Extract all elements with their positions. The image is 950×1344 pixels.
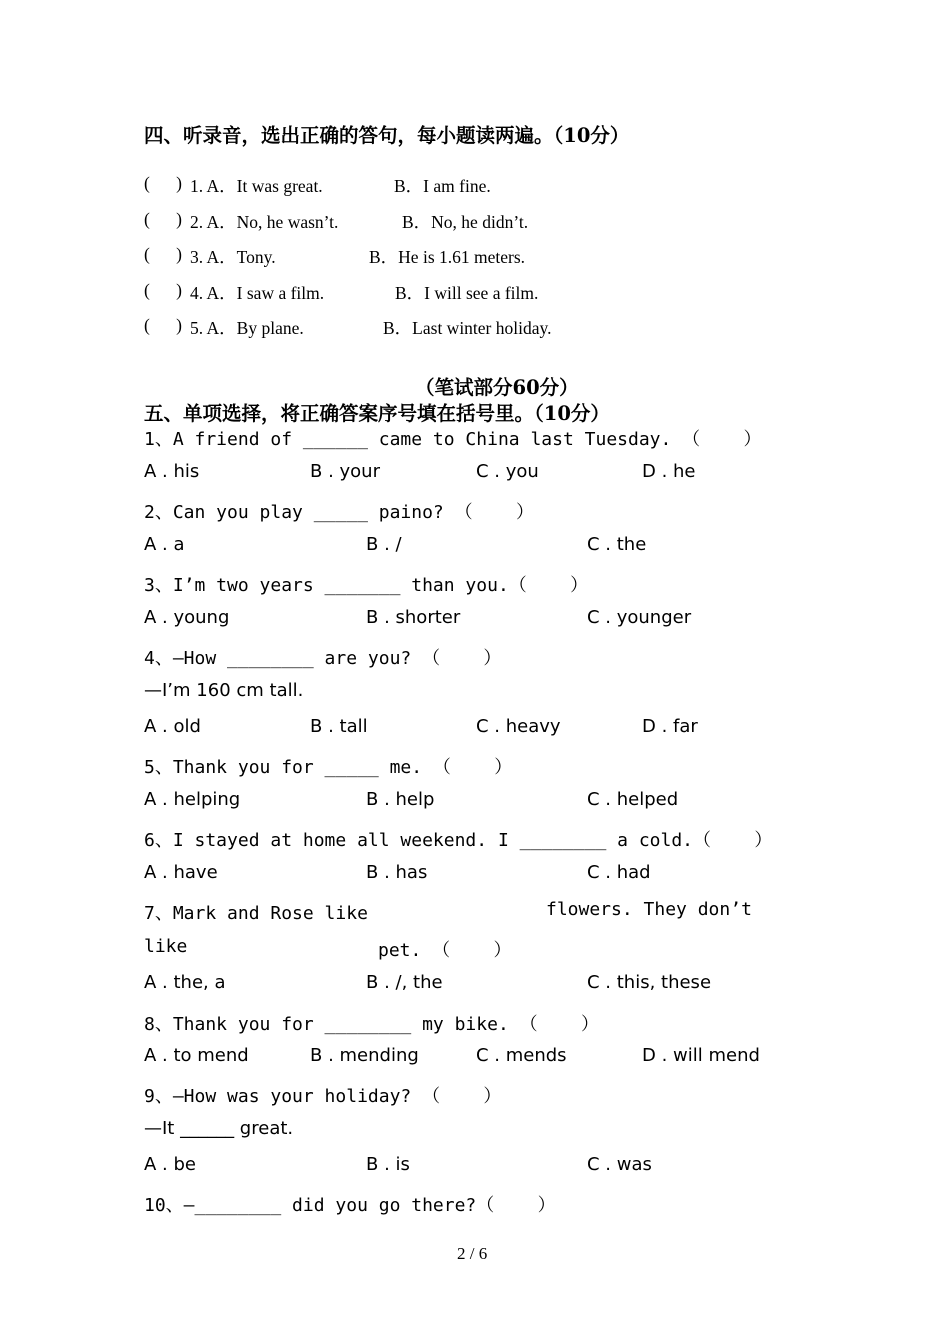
option-b: B . tall — [310, 716, 368, 737]
question-stem: 2、Can you play _____ paino? （ ） — [144, 502, 534, 523]
question-stem: 3、I’m two years _______ than you.（ ） — [144, 575, 589, 596]
question-reply: —I’m 160 cm tall. — [144, 680, 304, 701]
question-stem: 9、—How was your holiday? （ ） — [144, 1086, 502, 1107]
option-c: C . had — [587, 862, 651, 883]
question-stem-cont: flowers. They don’t — [546, 899, 752, 920]
answer-paren: ( ) — [144, 315, 182, 335]
written-part-header: （笔试部分60分） — [415, 376, 579, 399]
question-stem: 10、—________ did you go there?（ ） — [144, 1195, 556, 1216]
option-a: A . young — [144, 607, 230, 628]
option-c: C . was — [587, 1154, 652, 1175]
option-b: B . mending — [310, 1045, 419, 1066]
option-b: B . shorter — [366, 607, 461, 628]
option-b: B . your — [310, 461, 380, 482]
question-stem: 4、—How ________ are you? （ ） — [144, 648, 502, 669]
option-a: 2. A．No, he wasn’t. — [190, 212, 339, 232]
option-a: A . the, a — [144, 972, 226, 993]
option-c: C . younger — [587, 607, 692, 628]
option-b: B . / — [366, 534, 402, 555]
page-number: 2 / 6 — [457, 1244, 488, 1263]
option-a: A . old — [144, 716, 201, 737]
option-a: A . have — [144, 862, 218, 883]
answer-paren: ( ) — [144, 244, 182, 264]
option-a: A . a — [144, 534, 185, 555]
option-b: B．No, he didn’t. — [402, 212, 529, 232]
option-c: C . helped — [587, 789, 679, 810]
option-a: 1. A．It was great. — [190, 176, 323, 196]
option-a: 5. A．By plane. — [190, 318, 304, 338]
question-stem: 7、Mark and Rose like — [144, 903, 368, 924]
question-reply: —It ______ great. — [144, 1118, 294, 1139]
option-c: C . the — [587, 534, 647, 555]
option-b: B．I am fine. — [394, 176, 491, 196]
option-a: 3. A．Tony. — [190, 247, 276, 267]
answer-paren: ( ) — [144, 280, 182, 300]
option-b: B . /, the — [366, 972, 443, 993]
question-stem-line2-cont: pet. （ ） — [378, 940, 512, 961]
question-stem: 6、I stayed at home all weekend. I ________ a cold.（ ） — [144, 830, 773, 851]
question-stem-line2: like — [144, 936, 188, 957]
option-b: B . has — [366, 862, 428, 883]
option-a: 4. A．I saw a film. — [190, 283, 325, 303]
question-stem: 1、A friend of ______ came to China last Tuesday. （ ） — [144, 429, 762, 450]
option-d: D . far — [642, 716, 698, 737]
question-stem: 5、Thank you for _____ me. （ ） — [144, 757, 513, 778]
option-d: D . he — [642, 461, 696, 482]
option-a: A . to mend — [144, 1045, 249, 1066]
option-b: B . help — [366, 789, 435, 810]
option-b: B . is — [366, 1154, 410, 1175]
option-c: C . you — [476, 461, 539, 482]
answer-paren: ( ) — [144, 209, 182, 229]
section5-title: 五、单项选择，将正确答案序号填在括号里。（10分） — [144, 402, 610, 425]
answer-paren: ( ) — [144, 173, 182, 193]
section4-title: 四、听录音，选出正确的答句，每小题读两遍。（10分） — [144, 124, 630, 147]
option-d: D . will mend — [642, 1045, 760, 1066]
question-stem: 8、Thank you for ________ my bike. （ ） — [144, 1014, 599, 1035]
option-a: A . be — [144, 1154, 196, 1175]
option-c: C . this, these — [587, 972, 712, 993]
option-c: C . mends — [476, 1045, 567, 1066]
option-b: B．Last winter holiday. — [383, 318, 552, 338]
option-a: A . helping — [144, 789, 241, 810]
option-c: C . heavy — [476, 716, 561, 737]
option-b: B．I will see a film. — [395, 283, 539, 303]
option-a: A . his — [144, 461, 200, 482]
option-b: B．He is 1.61 meters. — [369, 247, 526, 267]
